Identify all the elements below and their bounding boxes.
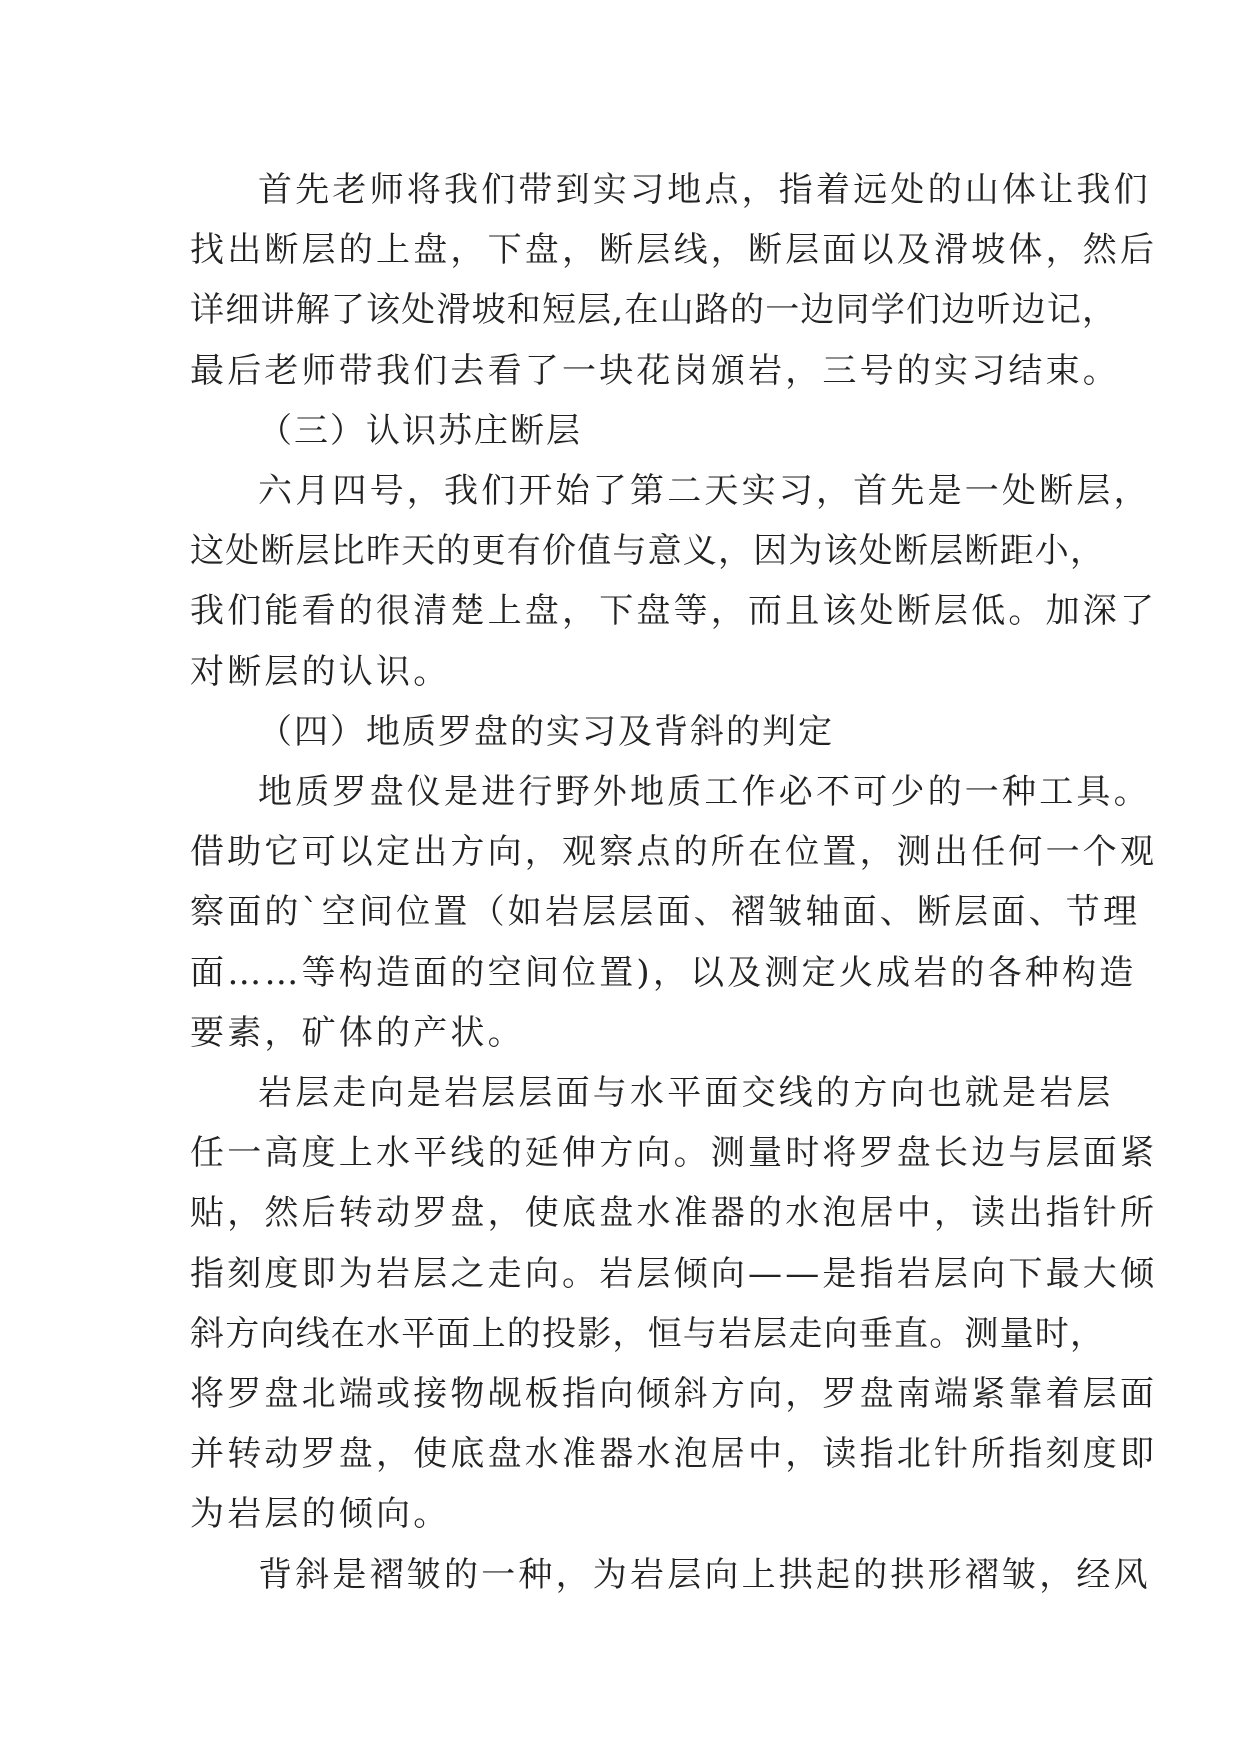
paragraph-anticline: [190, 1545, 1151, 1605]
paragraph-second-day: [190, 461, 1158, 702]
text-line: 贴，然后转动罗盘，使底盘水准器的水泡居中，读出指针所: [190, 1193, 1158, 1234]
text-line: 首先老师将我们带到实习地点，指着远处的山体让我们: [258, 170, 1151, 210]
text-line: 任一高度上水平线的延伸方向。测量时将罗盘长边与层面紧: [190, 1133, 1158, 1174]
text-line: 详细讲解了该处滑坡和短层,在山路的一边同学们边听边记，: [190, 290, 1118, 331]
text-line: 找出断层的上盘，下盘，断层线，断层面以及滑坡体，然后: [190, 230, 1158, 271]
text-line: 要素，矿体的产状。: [190, 1012, 525, 1053]
paragraph-strike-dip: [190, 1063, 1158, 1545]
text-line: 对断层的认识。: [190, 651, 451, 692]
section-heading-compass: （四）地质罗盘的实习及背斜的判定: [258, 711, 834, 752]
text-line: 察面的`空间位置（如岩层层面、褶皱轴面、断层面、节理: [190, 892, 1141, 933]
document-body: [190, 160, 1158, 1605]
text-line: 地质罗盘仪是进行野外地质工作必不可少的一种工具。: [258, 772, 1151, 813]
text-line: 指刻度即为岩层之走向。岩层倾向——是指岩层向下最大倾: [190, 1253, 1158, 1294]
text-line: 这处断层比昨天的更有价值与意义，因为该处断层断距小，: [190, 531, 1106, 572]
text-line: 最后老师带我们去看了一块花岗頒岩，三号的实习结束。: [190, 350, 1120, 391]
text-line: 背斜是褶皱的一种，为岩层向上拱起的拱形褶皱，经风: [258, 1554, 1151, 1595]
text-line: 将罗盘北端或接物觇板指向倾斜方向，罗盘南端紧靠着层面: [190, 1374, 1158, 1415]
text-line: 面……等构造面的空间位置)，以及测定火成岩的各种构造: [190, 952, 1137, 993]
text-line: 斜方向线在水平面上的投影，恒与岩层走向垂直。测量时，: [190, 1313, 1106, 1354]
text-line: 岩层走向是岩层层面与水平面交线的方向也就是岩层: [258, 1073, 1114, 1114]
text-line: 为岩层的倾向。: [190, 1494, 451, 1535]
text-line: 借助它可以定出方向，观察点的所在位置，测出任何一个观: [190, 832, 1158, 873]
text-line: 六月四号，我们开始了第二天实习，首先是一处断层，: [258, 471, 1151, 512]
paragraph-field-trip-start: [190, 160, 1158, 401]
paragraph-compass-intro: [190, 762, 1158, 1063]
text-line: 并转动罗盘，使底盘水准器水泡居中，读指北针所指刻度即: [190, 1434, 1158, 1475]
text-line: 我们能看的很清楚上盘，下盘等，而且该处断层低。加深了: [190, 591, 1158, 632]
section-heading-suzhuang-fault: （三）认识苏庄断层: [258, 410, 582, 451]
